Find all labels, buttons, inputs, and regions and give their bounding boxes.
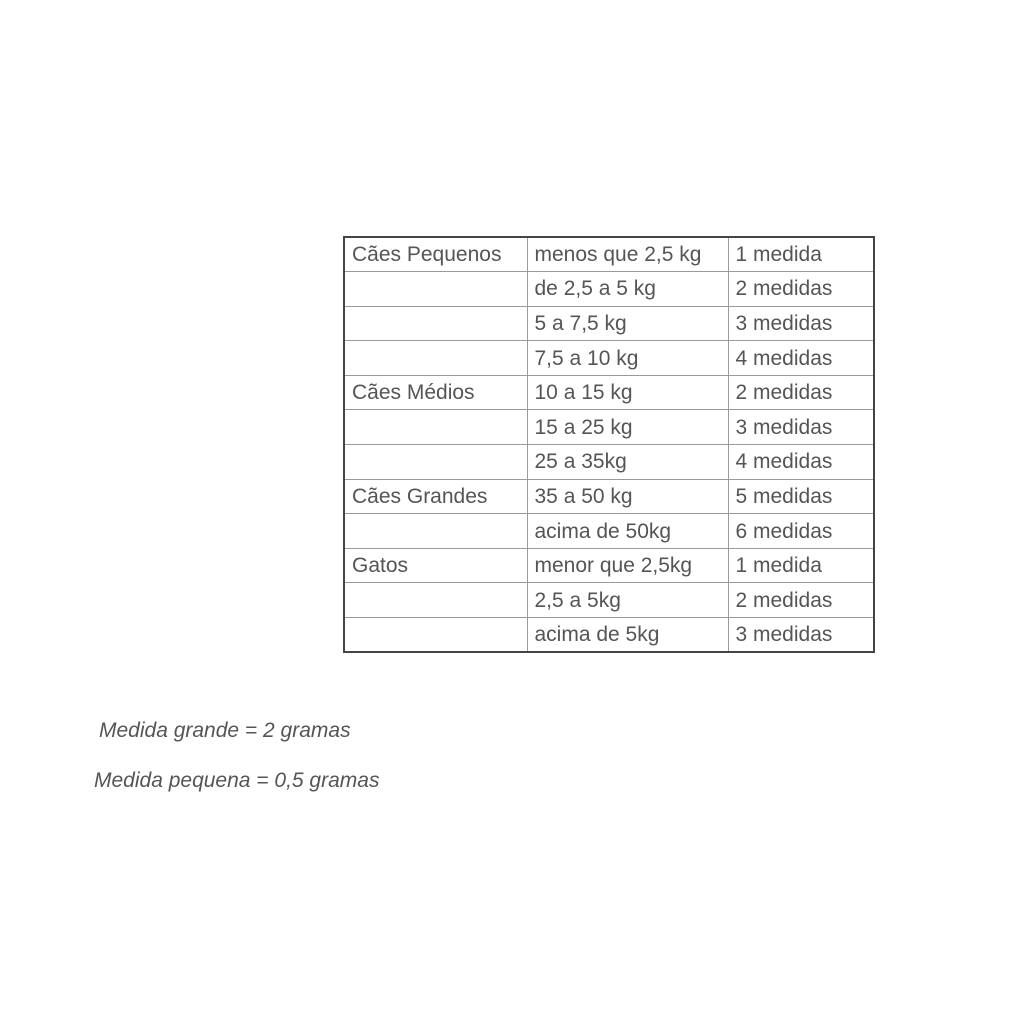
category-cell: Cães Pequenos [344, 237, 527, 272]
dosage-table [343, 236, 875, 653]
table-row [344, 479, 874, 514]
dose-cell: 5 medidas [728, 479, 874, 514]
weight-cell: menos que 2,5 kg [527, 237, 728, 272]
dose-cell: 4 medidas [728, 341, 874, 376]
dose-cell: 1 medida [728, 548, 874, 583]
dose-cell: 3 medidas [728, 618, 874, 653]
category-cell [344, 306, 527, 341]
category-cell [344, 410, 527, 445]
category-cell [344, 445, 527, 480]
table-row [344, 410, 874, 445]
dose-cell: 3 medidas [728, 306, 874, 341]
category-cell [344, 583, 527, 618]
category-cell [344, 341, 527, 376]
weight-cell: acima de 50kg [527, 514, 728, 549]
category-cell [344, 514, 527, 549]
weight-cell: 35 a 50 kg [527, 479, 728, 514]
table-row [344, 237, 874, 272]
weight-cell: acima de 5kg [527, 618, 728, 653]
dose-cell: 2 medidas [728, 272, 874, 307]
category-cell: Gatos [344, 548, 527, 583]
category-cell: Cães Médios [344, 375, 527, 410]
table-row [344, 375, 874, 410]
large-measure-note: Medida grande = 2 gramas [99, 719, 351, 742]
dose-cell: 2 medidas [728, 375, 874, 410]
table-row [344, 272, 874, 307]
table-row [344, 514, 874, 549]
weight-cell: 15 a 25 kg [527, 410, 728, 445]
category-cell [344, 618, 527, 653]
table-row [344, 548, 874, 583]
dose-cell: 2 medidas [728, 583, 874, 618]
weight-cell: menor que 2,5kg [527, 548, 728, 583]
category-cell [344, 272, 527, 307]
small-measure-note: Medida pequena = 0,5 gramas [94, 769, 380, 792]
weight-cell: 5 a 7,5 kg [527, 306, 728, 341]
table-row [344, 445, 874, 480]
weight-cell: 2,5 a 5kg [527, 583, 728, 618]
weight-cell: 10 a 15 kg [527, 375, 728, 410]
weight-cell: 7,5 a 10 kg [527, 341, 728, 376]
weight-cell: de 2,5 a 5 kg [527, 272, 728, 307]
dose-cell: 3 medidas [728, 410, 874, 445]
dose-cell: 6 medidas [728, 514, 874, 549]
weight-cell: 25 a 35kg [527, 445, 728, 480]
table-row [344, 618, 874, 653]
category-cell: Cães Grandes [344, 479, 527, 514]
dose-cell: 4 medidas [728, 445, 874, 480]
table-row [344, 583, 874, 618]
table-row [344, 341, 874, 376]
table-row [344, 306, 874, 341]
dose-cell: 1 medida [728, 237, 874, 272]
